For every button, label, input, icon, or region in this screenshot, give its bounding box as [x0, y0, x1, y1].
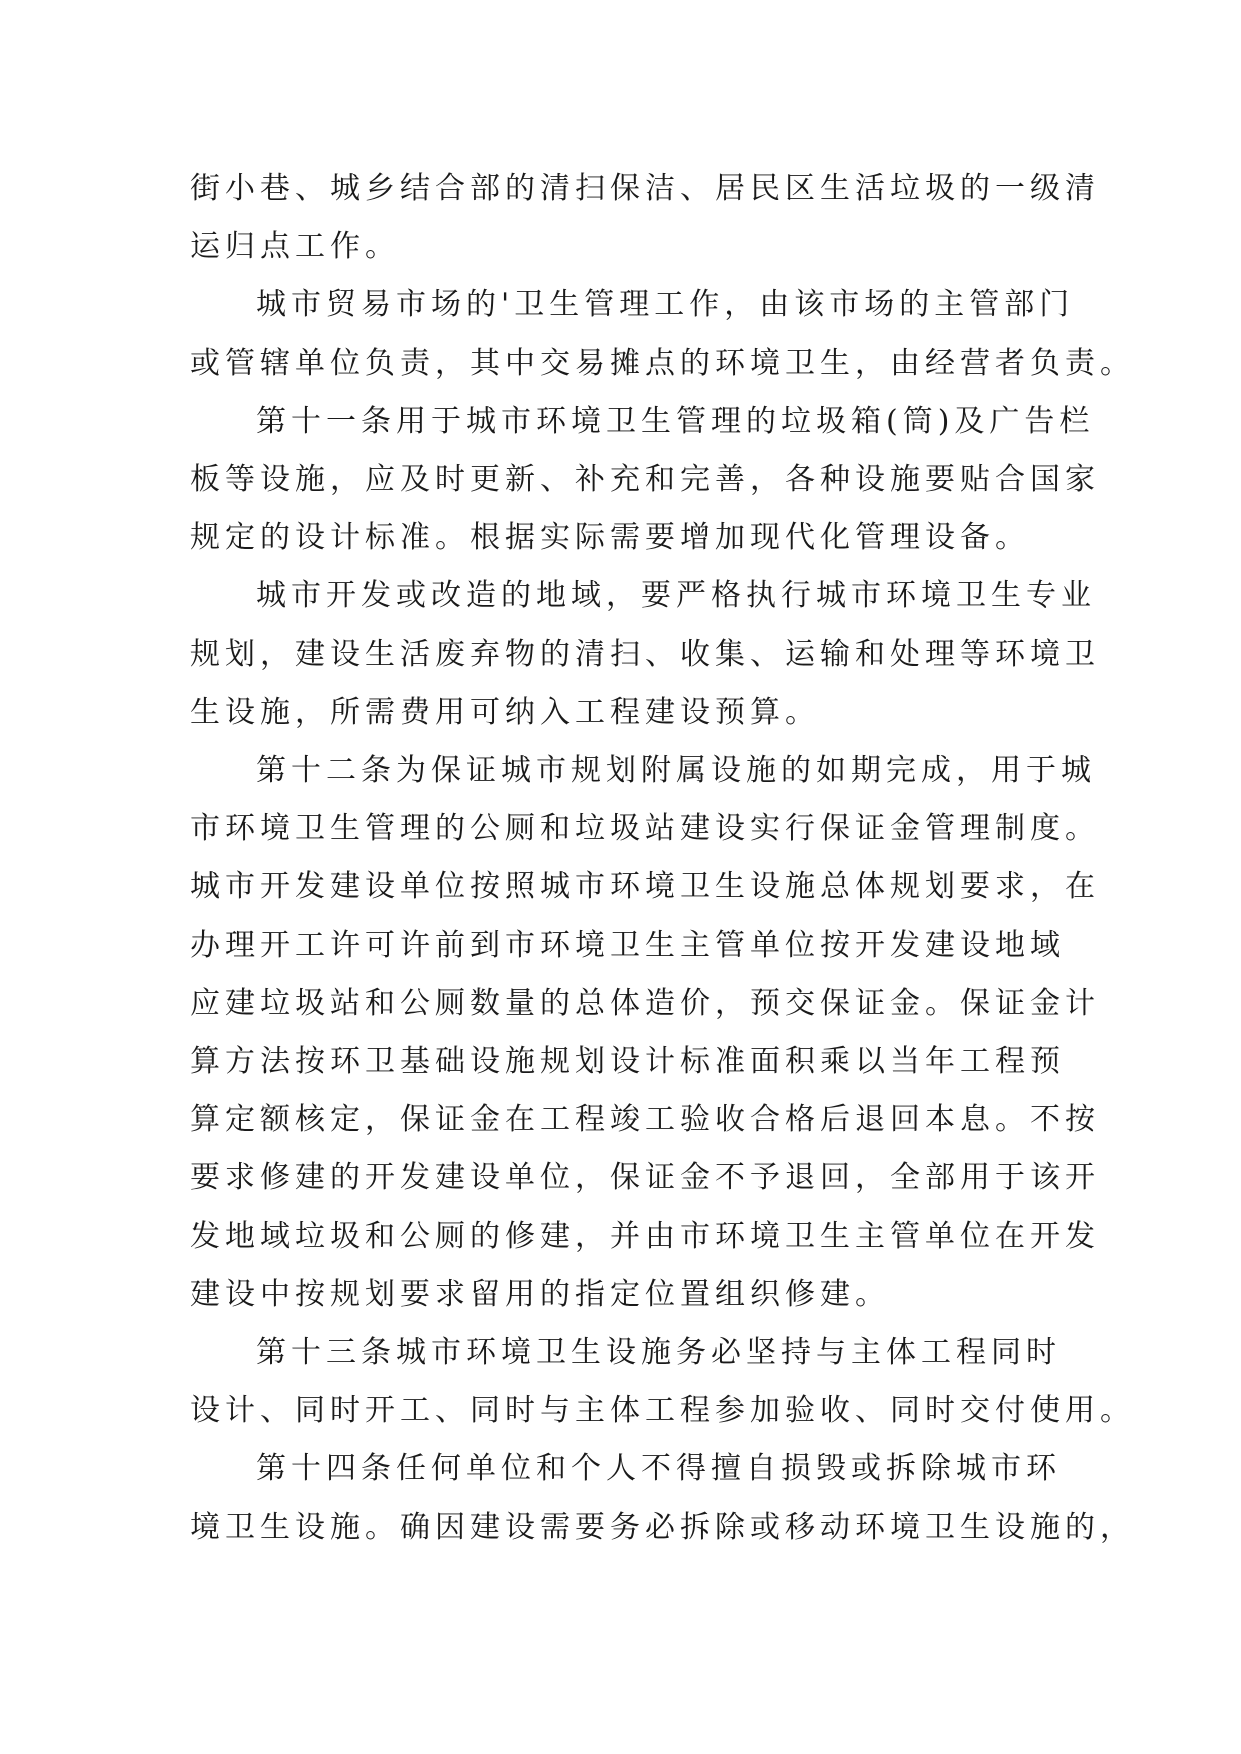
text-line: 运归点工作。: [190, 229, 400, 265]
text-line: 市环境卫生管理的公厕和垃圾站建设实行保证金管理制度。: [190, 811, 1100, 847]
paragraph-start-line: 城市贸易市场的'卫生管理工作，由该市场的主管部门: [256, 287, 1075, 323]
paragraph-start-line: 城市开发或改造的地域，要严格执行城市环境卫生专业: [256, 578, 1096, 614]
text-line: 设计、同时开工、同时与主体工程参加验收、同时交付使用。: [190, 1393, 1135, 1429]
document-body: [190, 160, 1135, 1557]
text-line: 城市开发建设单位按照城市环境卫生设施总体规划要求，在: [190, 869, 1100, 905]
text-line: 要求修建的开发建设单位，保证金不予退回，全部用于该开: [190, 1160, 1100, 1196]
text-line: 办理开工许可许前到市环境卫生主管单位按开发建设地域: [190, 927, 1065, 963]
text-line: 街小巷、城乡结合部的清扫保洁、居民区生活垃圾的一级清: [190, 171, 1100, 206]
text-line: 建设中按规划要求留用的指定位置组织修建。: [190, 1276, 890, 1312]
text-line: 生设施，所需费用可纳入工程建设预算。: [190, 694, 820, 730]
text-line: 算定额核定，保证金在工程竣工验收合格后退回本息。不按: [190, 1102, 1100, 1138]
text-line: 板等设施，应及时更新、补充和完善，各种设施要贴合国家: [190, 462, 1100, 498]
text-line: 或管辖单位负责，其中交易摊点的环境卫生，由经营者负责。: [190, 345, 1135, 381]
article-11-heading-line: 第十一条用于城市环境卫生管理的垃圾箱(筒)及广告栏: [256, 403, 1095, 439]
article-14-heading-line: 第十四条任何单位和个人不得擅自损毁或拆除城市环: [256, 1451, 1061, 1487]
text-line: 规划，建设生活废弃物的清扫、收集、运输和处理等环境卫: [190, 636, 1100, 672]
article-13-heading-line: 第十三条城市环境卫生设施务必坚持与主体工程同时: [256, 1335, 1061, 1371]
article-12-heading-line: 第十二条为保证城市规划附属设施的如期完成，用于城: [256, 753, 1096, 789]
text-line: 规定的设计标准。根据实际需要增加现代化管理设备。: [190, 520, 1030, 556]
text-line: 发地域垃圾和公厕的修建，并由市环境卫生主管单位在开发: [190, 1218, 1100, 1254]
text-line: 应建垃圾站和公厕数量的总体造价，预交保证金。保证金计: [190, 985, 1100, 1021]
text-line: 境卫生设施。确因建设需要务必拆除或移动环境卫生设施的，: [190, 1509, 1135, 1545]
text-line: 算方法按环卫基础设施规划设计标准面积乘以当年工程预: [190, 1044, 1065, 1080]
